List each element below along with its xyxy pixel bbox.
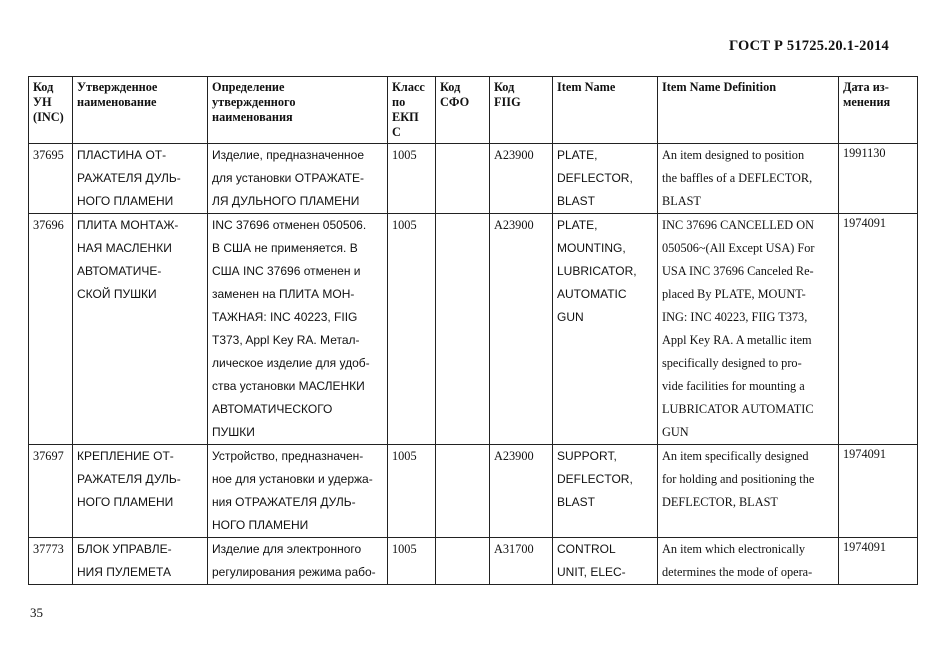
item-definition-cell [658,214,839,445]
header-line: С [392,125,401,139]
cell-value: 1974091 [843,447,887,461]
cell-value: 1005 [392,449,417,463]
class-cell [388,214,436,445]
cell-line: НИЯ ПУЛЕМЕТА [77,565,171,579]
cell-line: BLAST [557,194,596,208]
cell-line: USA INC 37696 Canceled Re- [662,264,814,278]
header-line: наименование [77,95,157,109]
cell-line: DEFLECTOR, [557,472,633,486]
cell-line: НОГО ПЛАМЕНИ [77,495,174,509]
cell-value: 1005 [392,218,417,232]
cell-value: 1005 [392,148,417,162]
header-line: СФО [440,95,470,109]
col-date-header [839,77,918,144]
cell-line: T373, Appl Key RA. Метал- [212,333,360,347]
cell-line: СКОЙ ПУШКИ [77,287,157,301]
header-line: Код [494,80,515,94]
inc-cell [29,538,73,585]
cell-line: ЛЯ ДУЛЬНОГО ПЛАМЕНИ [212,194,360,208]
cell-line: РАЖАТЕЛЯ ДУЛЬ- [77,472,181,486]
cell-line: В США не применяется. В [212,241,358,255]
header-line: (INC) [33,110,64,124]
cell-line: LUBRICATOR, [557,264,637,278]
inc-cell [29,445,73,538]
class-cell [388,445,436,538]
item-definition-cell [658,445,839,538]
cell-line: ства установки МАСЛЕНКИ [212,379,365,393]
cell-line: ное для установки и удержа- [212,472,373,486]
cell-line: США INC 37696 отменен и [212,264,361,278]
col-sfo-header [436,77,490,144]
table-row [29,214,918,445]
col-class-header [388,77,436,144]
fiig-cell [490,214,553,445]
item-definition-cell [658,144,839,214]
fiig-cell [490,445,553,538]
cell-line: Изделие, предназначенное [212,148,365,162]
item-name-cell [553,214,658,445]
definition-ru-cell [208,144,388,214]
definition-ru-cell [208,214,388,445]
header-line: по [392,95,406,109]
cell-line: Appl Key RA. A metallic item [662,333,812,347]
cell-line: SUPPORT, [557,449,617,463]
col-inc-header [29,77,73,144]
col-item-name-header [553,77,658,144]
cell-line: LUBRICATOR AUTOMATIC [662,402,814,416]
cell-line: INC 37696 отменен 050506. [212,218,367,232]
cell-line: AUTOMATIC [557,287,627,301]
header-line: утвержденного [212,95,296,109]
fiig-cell [490,144,553,214]
date-cell [839,538,918,585]
name-ru-cell [73,214,208,445]
cell-value: 1991130 [843,146,886,160]
cell-value: 1974091 [843,540,887,554]
header-line: Код [440,80,461,94]
header-line: Класс [392,80,425,94]
table-body [29,144,918,585]
cell-value: 1974091 [843,216,887,230]
cell-line: ния ОТРАЖАТЕЛЯ ДУЛЬ- [212,495,356,509]
table-row [29,445,918,538]
name-ru-cell [73,538,208,585]
header-line: FIIG [494,95,521,109]
header-line: Определение [212,80,285,94]
cell-line: РАЖАТЕЛЯ ДУЛЬ- [77,171,181,185]
cell-line: АВТОМАТИЧЕСКОГО [212,402,333,416]
cell-value: 37697 [33,449,64,463]
cell-line: ING: INC 40223, FIIG T373, [662,310,808,324]
cell-line: MOUNTING, [557,241,626,255]
cell-line: GUN [557,310,584,324]
cell-line: BLAST [662,194,701,208]
sfo-cell [436,445,490,538]
inc-cell [29,214,73,445]
cell-line: INC 37696 CANCELLED ON [662,218,814,232]
name-ru-cell [73,445,208,538]
class-cell [388,538,436,585]
header-line: Item Name [557,80,616,94]
cell-line: КРЕПЛЕНИЕ ОТ- [77,449,174,463]
col-item-def-header [658,77,839,144]
cell-line: регулирования режима рабо- [212,565,376,579]
col-def-ru-header [208,77,388,144]
cell-value: A23900 [494,148,534,162]
cell-line: placed By PLATE, MOUNT- [662,287,806,301]
cell-line: НАЯ МАСЛЕНКИ [77,241,172,255]
cell-line: PLATE, [557,218,598,232]
definition-ru-cell [208,538,388,585]
date-cell [839,214,918,445]
fiig-cell [490,538,553,585]
cell-value: 37695 [33,148,64,162]
name-ru-cell [73,144,208,214]
cell-line: ПЛИТА МОНТАЖ- [77,218,179,232]
header-line: менения [843,95,891,109]
cell-line: ПЛАСТИНА ОТ- [77,148,167,162]
cell-line: Устройство, предназначен- [212,449,364,463]
cell-line: Изделие для электронного [212,542,362,556]
table-row [29,538,918,585]
sfo-cell [436,144,490,214]
cell-value: A31700 [494,542,534,556]
cell-line: for holding and positioning the [662,472,815,486]
cell-value: A23900 [494,449,534,463]
header-line: Утвержденное [77,80,158,94]
cell-line: ТАЖНАЯ: INC 40223, FIIG [212,310,358,324]
catalog-table [28,76,918,585]
definition-ru-cell [208,445,388,538]
cell-line: DEFLECTOR, BLAST [662,495,778,509]
class-cell [388,144,436,214]
item-name-cell [553,538,658,585]
header-line: Код [33,80,54,94]
cell-line: 050506~(All Except USA) For [662,241,815,255]
cell-value: 37696 [33,218,64,232]
cell-line: ПУШКИ [212,425,255,439]
date-cell [839,445,918,538]
cell-line: specifically designed to pro- [662,356,802,370]
table-row [29,144,918,214]
item-name-cell [553,445,658,538]
cell-line: для установки ОТРАЖАТЕ- [212,171,365,185]
cell-line: PLATE, [557,148,598,162]
sfo-cell [436,214,490,445]
page-number: 35 [30,605,43,620]
header-line: Дата из- [843,80,889,94]
header-line: ЕКП [392,110,419,124]
item-definition-cell [658,538,839,585]
cell-value: 1005 [392,542,417,556]
cell-line: АВТОМАТИЧЕ- [77,264,162,278]
cell-line: An item which electronically [662,542,806,556]
cell-line: determines the mode of opera- [662,565,813,579]
cell-line: UNIT, ELEC- [557,565,626,579]
cell-value: A23900 [494,218,534,232]
date-cell [839,144,918,214]
sfo-cell [436,538,490,585]
cell-line: GUN [662,425,689,439]
cell-line: An item designed to position [662,148,805,162]
item-name-cell [553,144,658,214]
cell-line: BLAST [557,495,596,509]
cell-line: vide facilities for mounting a [662,379,805,393]
col-fiig-header [490,77,553,144]
document-header: ГОСТ Р 51725.20.1-2014 [728,38,889,54]
cell-line: лическое изделие для удоб- [212,356,370,370]
table-header-row [29,77,918,144]
inc-cell [29,144,73,214]
header-line: УН [33,95,52,109]
cell-line: НОГО ПЛАМЕНИ [212,518,309,532]
col-name-ru-header [73,77,208,144]
cell-line: the baffles of a DEFLECTOR, [662,171,813,185]
cell-value: 37773 [33,542,64,556]
cell-line: заменен на ПЛИТА МОН- [212,287,355,301]
cell-line: НОГО ПЛАМЕНИ [77,194,174,208]
cell-line: CONTROL [557,542,616,556]
header-line: Item Name Definition [662,80,777,94]
header-line: наименования [212,110,293,124]
cell-line: An item specifically designed [662,449,809,463]
cell-line: БЛОК УПРАВЛЕ- [77,542,172,556]
cell-line: DEFLECTOR, [557,171,633,185]
